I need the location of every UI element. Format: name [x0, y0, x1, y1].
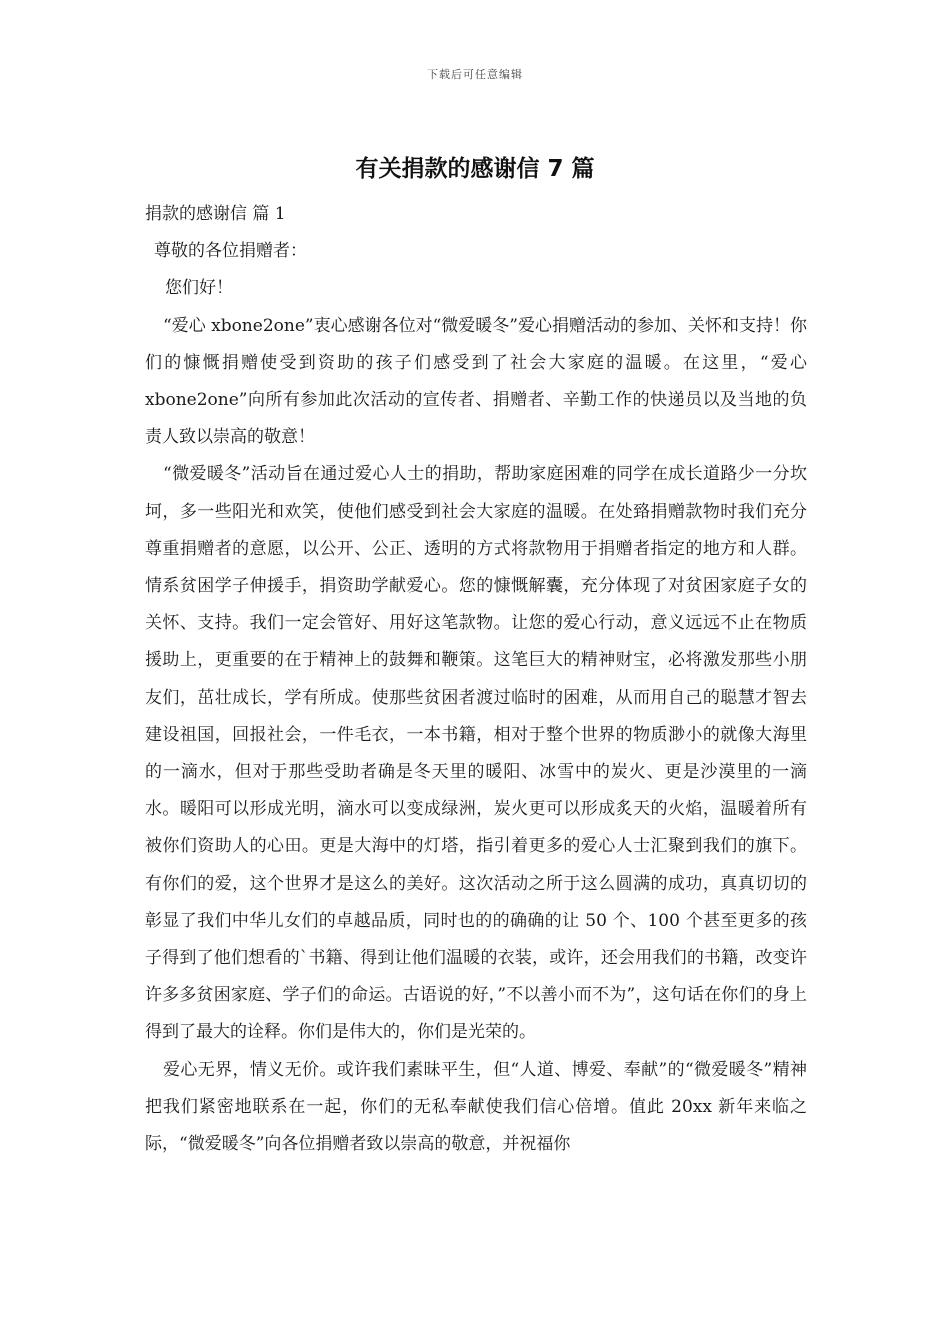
- paragraph: “微爱暖冬”活动旨在通过爱心人士的捐助，帮助家庭困难的同学在成长道路少一分坎坷，多一些阳光和欢笑，使他们感受到社会大家庭的温暖。在处臵捐赠款物时我们充分尊重捐赠者的意愿，以公开、公正、透明的方式将款物用于捐赠者指定的地方和人群。 情系贫困学子伸援手，捐资助学献爱心。您的慷慨解囊，充分体现了对贫困家庭子女的关怀、支持。我们一定会管好、用好这笔款物。让您的爱心行动，意义远远不止在物质援助上，更重要的在于精神上的鼓舞和鞭策。这笔巨大的精神财宝，必将激发那些小朋友们，茁壮成长，学有所成。使那些贫困者渡过临时的困难，从而用自己的聪慧才智去建设祖国，回报社会，一件毛衣，一本书籍，相对于整个世界的物质渺小的就像大海里的一滴水，但对于那些受助者确是冬天里的暖阳、冰雪中的炭火、更是沙漠里的一滴水。暖阳可以形成光明，滴水可以变成绿洲，炭火更可以形成炙天的火焰，温暖着所有被你们资助人的心田。更是大海中的灯塔，指引着更多的爱心人士汇聚到我们的旗下。有你们的爱，这个世界才是这么的美好。这次活动之所于这么圆满的成功，真真切切的彰显了我们中华儿女们的卓越品质，同时也的的确确的让 50 个、100 个甚至更多的孩子得到了他们想看的`书籍、得到让他们温暖的衣装，或许，还会用我们的书籍，改变许许多多贫困家庭、学子们的命运。古语说的好，”不以善小而不为”，这句话在你们的身上得到了最大的诠释。你们是伟大的，你们是光荣的。: [145, 464, 807, 1043]
- document-body: [145, 196, 807, 1163]
- section-heading: 捐款的感谢信 篇 1: [145, 204, 286, 224]
- paragraph: “爱心 xbone2one”衷心感谢各位对“微爱暖冬”爱心捐赠活动的参加、关怀和支持！你们的慷慨捐赠使受到资助的孩子们感受到了社会大家庭的温暖。在这里，“爱心 xbone2one”向所有参加此次活动的宣传者、捐赠者、辛勤工作的快递员以及当地的负责人致以崇高的敬意！: [145, 315, 807, 448]
- document-title: 有关捐款的感谢信 7 篇: [355, 156, 595, 182]
- greeting: 您们好！: [165, 278, 233, 299]
- salutation: 尊敬的各位捐赠者：: [154, 241, 307, 262]
- paragraph: 爱心无界，情义无价。或许我们素昧平生，但“人道、博爱、奉献”的“微爱暖冬”精神把我们紧密地联系在一起，你们的无私奉献使我们信心倍增。值此 20xx 新年来临之际，“微爱暖冬”向各位捐赠者致以崇高的敬意，并祝福你: [145, 1059, 807, 1155]
- header-note: 下载后可任意编辑: [427, 68, 523, 81]
